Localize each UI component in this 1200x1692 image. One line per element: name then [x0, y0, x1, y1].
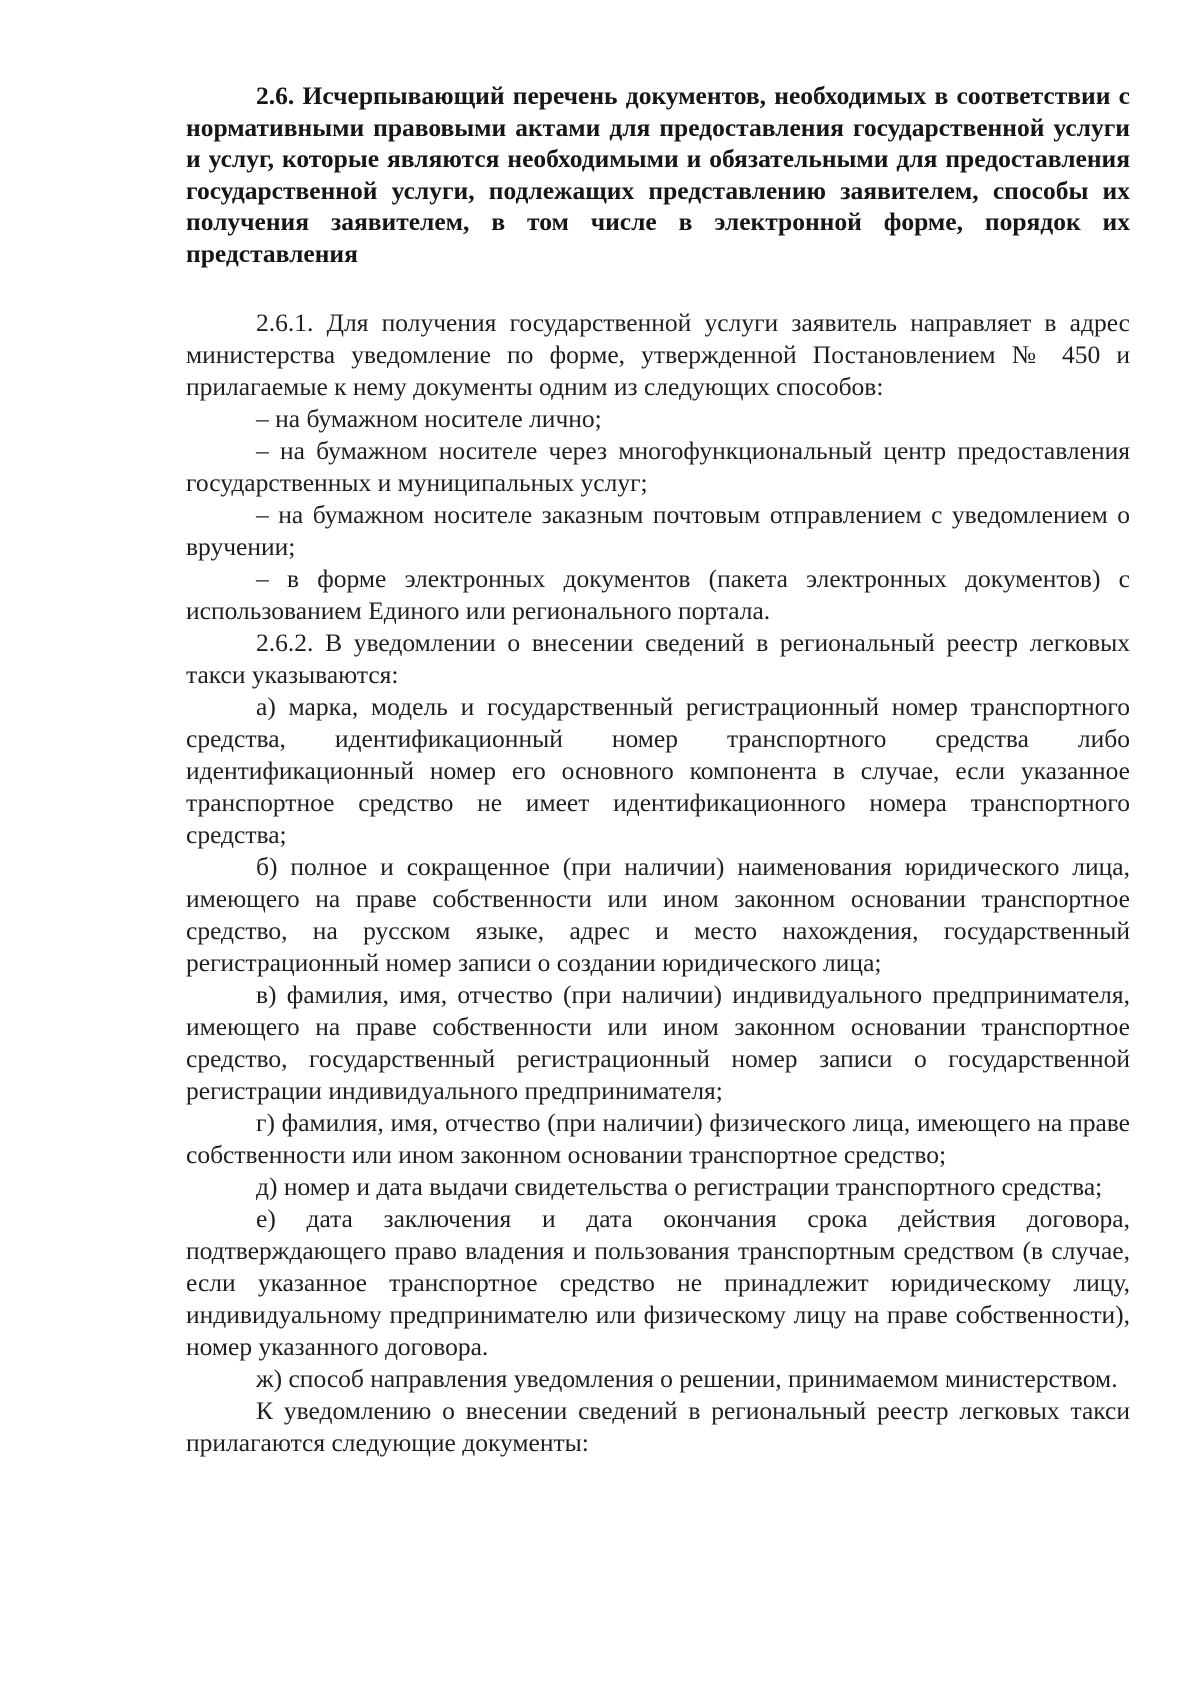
document-page [186, 80, 1130, 1459]
section-heading: 2.6. Исчерпывающий перечень документов, необходимых в соответствии с нормативными правовыми актами для предоставления государственной услуги и услуг, которые являются необходимыми и обязательными для предоставления государственной услуги, подлежащих представлению заявителем, способы их получения заявителем, в том числе в электронной форме, порядок их представления [186, 81, 1130, 268]
list-item-g: г) фамилия, имя, отчество (при наличии) физического лица, имеющего на праве собственности или ином законном основании транспортное средство; [186, 1108, 1130, 1169]
list-item-d: д) номер и дата выдачи свидетельства о регистрации транспортного средства; [256, 1172, 1103, 1201]
list-item-electronic: – в форме электронных документов (пакета электронных документов) с использованием Единого или регионального портала. [186, 564, 1130, 625]
paragraph-attachments: К уведомлению о внесении сведений в региональный реестр легковых такси прилагаются следующие документы: [186, 1396, 1130, 1457]
list-item-paper-mail: – на бумажном носителе заказным почтовым отправлением с уведомлением о вручении; [186, 500, 1130, 561]
list-item-zh: ж) способ направления уведомления о решении, принимаемом министерством. [256, 1364, 1118, 1393]
list-item-e: е) дата заключения и дата окончания срока действия договора, подтверждающего право владения и пользования транспортным средством (в случае, если указанное транспортное средство не принадлежит юридическому лицу, индивидуальному предпринимателю или физическому лицу на праве собственности), номер указанного договора. [186, 1204, 1130, 1361]
list-item-paper-in-person: – на бумажном носителе лично; [256, 404, 602, 433]
paragraph-2-6-1: 2.6.1. Для получения государственной услуги заявитель направляет в адрес министерства уведомление по форме, утвержденной Постановлением № 450 и прилагаемые к нему документы одним из следующих способов: [186, 308, 1130, 401]
list-item-a: а) марка, модель и государственный регистрационный номер транспортного средства, идентификационный номер транспортного средства либо идентификационный номер его основного компонента в случае, если указанное транспортное средство не имеет идентификационного номера транспортного средства; [186, 692, 1130, 849]
paragraph-2-6-2: 2.6.2. В уведомлении о внесении сведений в региональный реестр легковых такси указываются: [186, 628, 1130, 689]
list-item-b: б) полное и сокращенное (при наличии) наименования юридического лица, имеющего на праве собственности или ином законном основании транспортное средство, на русском языке, адрес и место нахождения, государственный регистрационный номер записи о создании юридического лица; [186, 852, 1130, 977]
list-item-paper-mfc: – на бумажном носителе через многофункциональный центр предоставления государственных и муниципальных услуг; [186, 436, 1130, 497]
list-item-v: в) фамилия, имя, отчество (при наличии) индивидуального предпринимателя, имеющего на праве собственности или ином законном основании транспортное средство, государственный регистрационный номер записи о государственной регистрации индивидуального предпринимателя; [186, 980, 1130, 1105]
